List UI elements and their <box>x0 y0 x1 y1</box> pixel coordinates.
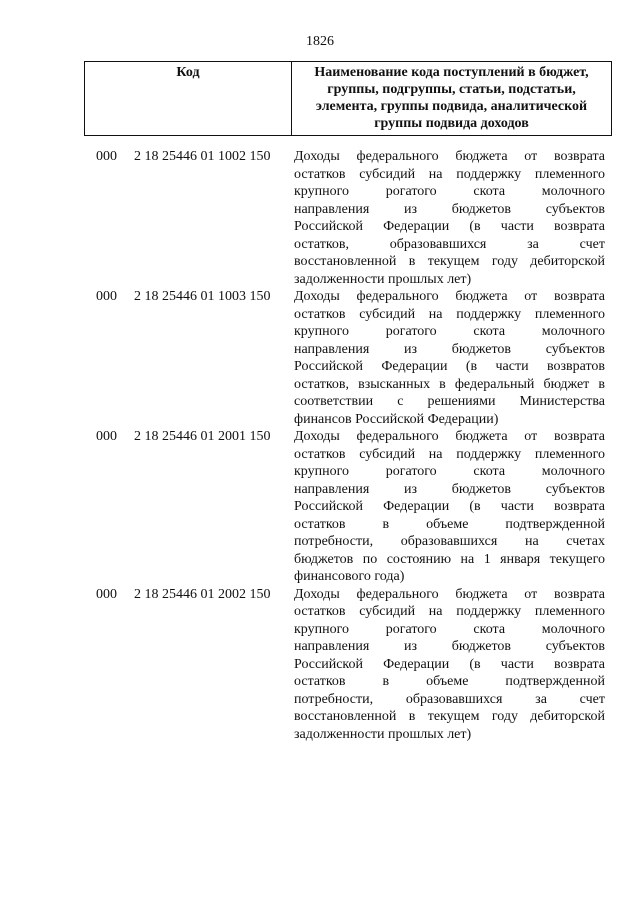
header-name-cell <box>292 62 612 136</box>
description-line: финансов Российской Федерации) <box>294 411 499 427</box>
description-line: направления из бюджетов субъектов <box>294 201 605 217</box>
admin-code: 000 <box>96 149 117 164</box>
description-line: направления из бюджетов субъектов <box>294 481 605 497</box>
description-line: Доходы федерального бюджета от возврата <box>294 149 605 164</box>
description-line: восстановленной в текущем году дебиторской <box>294 254 605 269</box>
header-name-line: элемента, группы подвида, аналитической <box>315 99 588 114</box>
description-line: бюджетов по состоянию на 1 января текущего <box>294 551 605 567</box>
page-number: 1826 <box>306 34 334 49</box>
description-line: восстановленной в текущем году дебиторской <box>294 709 605 724</box>
description-line: потребности, образовавшихся на счетах <box>294 534 605 549</box>
description-line: остатков субсидий на поддержку племенного <box>294 306 605 322</box>
description-line: соответствии с решениями Министерства <box>294 394 605 409</box>
description-line: потребности, образовавшихся за счет <box>294 691 605 707</box>
revenue-description <box>294 428 605 586</box>
description-line: крупного рогатого скота молочного <box>294 464 605 479</box>
description-line: остатков, образовавшихся за счет <box>294 236 605 252</box>
header-code-label: Код <box>176 65 200 80</box>
table-header <box>84 61 612 136</box>
table-row <box>96 288 616 428</box>
description-line: финансового года) <box>294 569 405 584</box>
description-line: Российской Федерации (в части возврата <box>294 656 605 672</box>
table-row <box>96 586 616 744</box>
revenue-description <box>294 148 605 288</box>
description-line: остатков субсидий на поддержку племенного <box>294 446 605 462</box>
description-line: остатков субсидий на поддержку племенного <box>294 604 605 619</box>
description-line: крупного рогатого скота молочного <box>294 184 605 199</box>
header-name-line: Наименование кода поступлений в бюджет, <box>314 65 589 80</box>
revenue-description <box>294 586 605 744</box>
header-code-cell <box>85 62 292 136</box>
admin-code: 000 <box>96 289 117 304</box>
description-line: Доходы федерального бюджета от возврата <box>294 429 605 444</box>
description-line: крупного рогатого скота молочного <box>294 324 605 339</box>
table-row <box>96 148 616 288</box>
description-line: направления из бюджетов субъектов <box>294 639 605 654</box>
revenue-code: 2 18 25446 01 1003 150 <box>134 289 271 304</box>
description-line: задолженности прошлых лет) <box>294 726 472 742</box>
description-line: направления из бюджетов субъектов <box>294 341 605 357</box>
description-line: Доходы федерального бюджета от возврата <box>294 586 605 602</box>
code-list <box>96 148 616 743</box>
header-name-line: группы подвида доходов <box>374 116 529 131</box>
header-name-line: группы, подгруппы, статьи, подстатьи, <box>327 82 576 97</box>
revenue-description <box>294 288 605 428</box>
description-line: Российской Федерации (в части возврата <box>294 499 605 514</box>
description-line: остатков, взысканных в федеральный бюджет в <box>294 376 605 392</box>
description-line: остатков в объеме подтвержденной <box>294 674 605 689</box>
description-line: остатков в объеме подтвержденной <box>294 516 605 532</box>
description-line: остатков субсидий на поддержку племенного <box>294 166 605 182</box>
revenue-code: 2 18 25446 01 1002 150 <box>134 149 271 164</box>
description-line: Российской Федерации (в части возврата <box>294 219 605 234</box>
description-line: Российской Федерации (в части возвратов <box>294 359 605 374</box>
description-line: Доходы федерального бюджета от возврата <box>294 289 605 304</box>
revenue-code: 2 18 25446 01 2001 150 <box>134 429 271 444</box>
admin-code: 000 <box>96 429 117 444</box>
revenue-code: 2 18 25446 01 2002 150 <box>134 586 271 602</box>
table-row <box>96 428 616 586</box>
description-line: крупного рогатого скота молочного <box>294 621 605 637</box>
description-line: задолженности прошлых лет) <box>294 271 472 287</box>
admin-code: 000 <box>96 586 117 602</box>
